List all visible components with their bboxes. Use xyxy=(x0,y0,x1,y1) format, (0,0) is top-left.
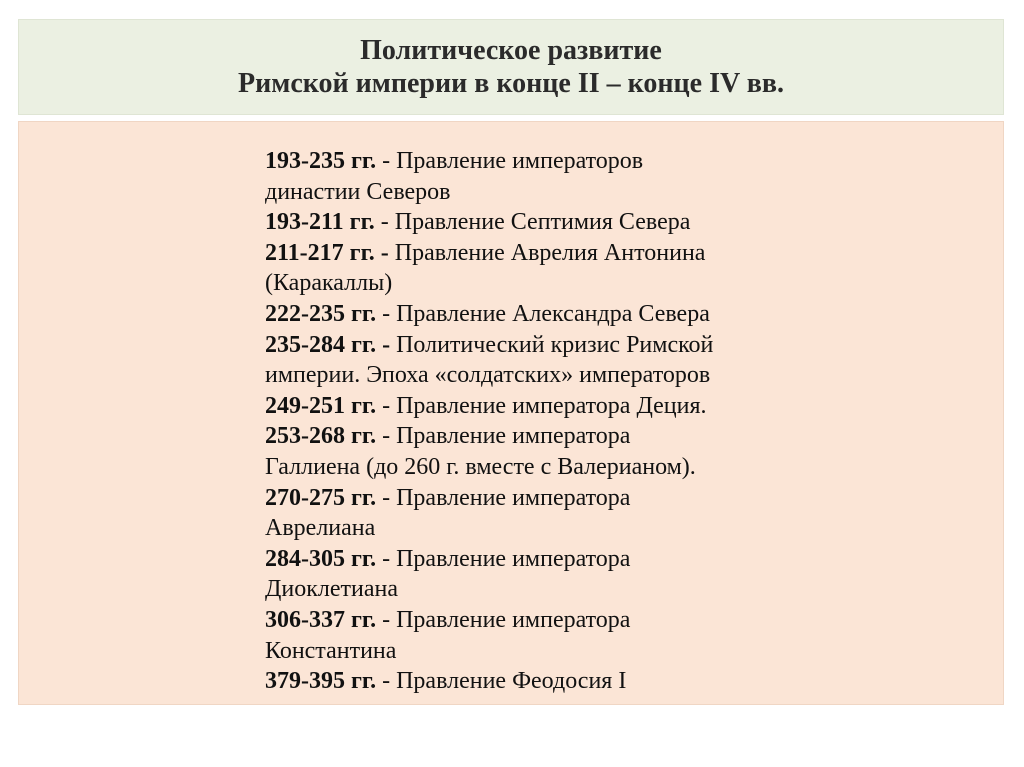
entry-date: 306-337 гг. xyxy=(265,606,377,633)
entry-text: Политический кризис Римской xyxy=(396,331,714,358)
entry-date: 235-284 гг. xyxy=(265,331,377,358)
entry-text-continued: Галлиена (до 260 г. вместе с Валерианом). xyxy=(265,453,696,480)
timeline-entry xyxy=(265,391,825,422)
entry-text: Правление императора xyxy=(396,484,631,511)
timeline-entry xyxy=(265,238,825,299)
entry-date: 249-251 гг. xyxy=(265,392,377,419)
entry-text-continued: Константина xyxy=(265,637,397,664)
entry-text: Правление императора xyxy=(396,606,631,633)
entry-text-continued: (Каракаллы) xyxy=(265,270,393,297)
entry-separator: - xyxy=(376,668,397,695)
timeline-entry xyxy=(265,421,825,482)
entry-separator: - xyxy=(374,239,395,266)
entry-separator: - xyxy=(376,392,397,419)
content-box xyxy=(18,121,1004,705)
entry-separator: - xyxy=(376,484,397,511)
entry-text: Правление императора xyxy=(396,423,631,450)
entry-separator: - xyxy=(376,331,397,358)
entry-separator: - xyxy=(376,300,397,327)
entry-separator: - xyxy=(376,148,397,174)
entry-date: 379-395 гг. xyxy=(265,668,377,695)
entry-separator: - xyxy=(374,209,395,236)
entry-text: Правление императоров xyxy=(396,148,644,174)
timeline-entry xyxy=(265,666,825,697)
entry-text-continued: династии Северов xyxy=(265,178,451,205)
entry-text: Правление императора Деция. xyxy=(396,392,707,419)
entry-separator: - xyxy=(376,423,397,450)
timeline-entry xyxy=(265,146,825,207)
entry-text-continued: Диоклетиана xyxy=(265,576,398,603)
entry-date: 253-268 гг. xyxy=(265,423,377,450)
entry-date: 193-211 гг. xyxy=(265,209,375,236)
entry-text-continued: Аврелиана xyxy=(265,515,376,542)
timeline-list xyxy=(265,146,825,697)
title-box xyxy=(18,19,1004,115)
entry-date: 211-217 гг. xyxy=(265,239,375,266)
timeline-entry xyxy=(265,605,825,666)
timeline-entry xyxy=(265,544,825,605)
entry-text: Правление Аврелия Антонина xyxy=(394,239,706,266)
entry-text: Правление Александра Севера xyxy=(396,300,710,327)
entry-date: 193-235 гг. xyxy=(265,148,377,174)
timeline-entry xyxy=(265,330,825,391)
entry-date: 222-235 гг. xyxy=(265,300,377,327)
entry-separator: - xyxy=(376,545,397,572)
entry-text: Правление Септимия Севера xyxy=(394,209,691,236)
timeline-entry xyxy=(265,207,825,238)
entry-separator: - xyxy=(376,606,397,633)
title-line-2: Римской империи в конце II – конце IV вв. xyxy=(238,68,784,99)
entry-text-continued: империи. Эпоха «солдатских» императоров xyxy=(265,362,711,389)
entry-date: 270-275 гг. xyxy=(265,484,377,511)
timeline-entry xyxy=(265,299,825,330)
timeline-entry xyxy=(265,483,825,544)
title-line-1: Политическое развитие xyxy=(360,35,662,66)
entry-date: 284-305 гг. xyxy=(265,545,377,572)
entry-text: Правление императора xyxy=(396,545,631,572)
entry-text: Правление Феодосия I xyxy=(396,668,627,695)
